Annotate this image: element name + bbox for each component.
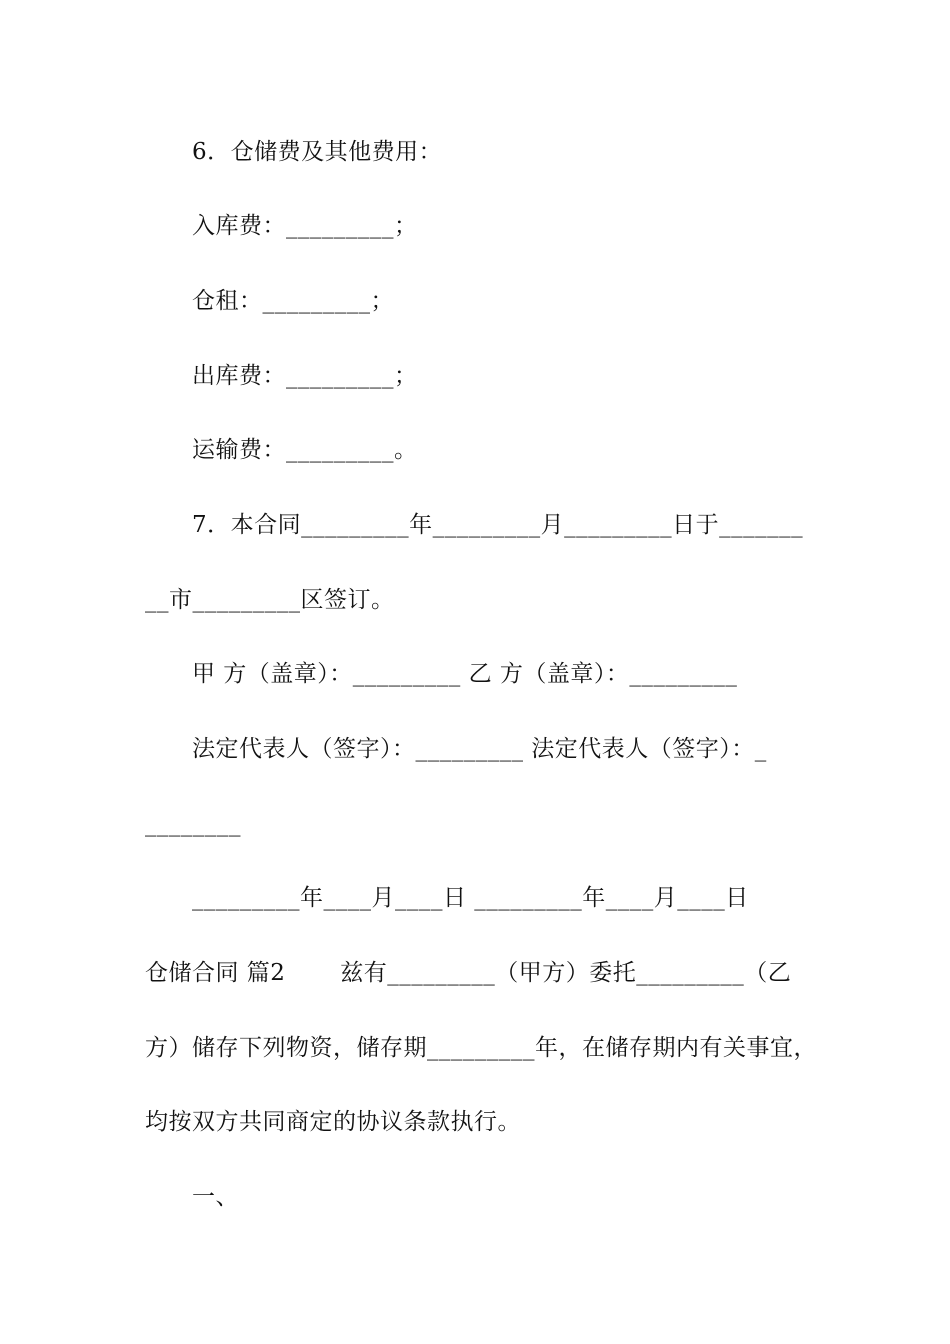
signing-date-line: 7．本合同_________年_________月_________日于_______ [192, 512, 804, 538]
outbound-fee-line: 出库费：_________； [192, 363, 418, 389]
contract-2-intro-line: 仓储合同 篇2 兹有_________（甲方）委托_________（乙 [145, 960, 792, 986]
fees-heading: 6．仓储费及其他费用： [192, 139, 443, 165]
party-seal-line: 甲 方（盖章）：_________ 乙 方（盖章）：_________ [192, 661, 738, 687]
signature-blank-continuation: ________ [145, 811, 241, 837]
inbound-fee-line: 入库费：_________； [192, 213, 418, 239]
section-one-heading: 一、 [192, 1184, 239, 1210]
signing-place-line: __市_________区签订。 [145, 587, 395, 613]
transport-fee-line: 运输费：_________。 [192, 437, 418, 463]
agreement-terms-line: 均按双方共同商定的协议条款执行。 [145, 1109, 521, 1135]
storage-period-line: 方）储存下列物资，储存期_________年，在储存期内有关事宜， [145, 1035, 817, 1061]
legal-rep-signature-line: 法定代表人（签字）：_________ 法定代表人（签字）：_ [192, 736, 767, 762]
signature-date-line: _________年____月____日 _________年____月____日 [192, 885, 749, 911]
storage-rent-line: 仓租：_________； [192, 288, 394, 314]
